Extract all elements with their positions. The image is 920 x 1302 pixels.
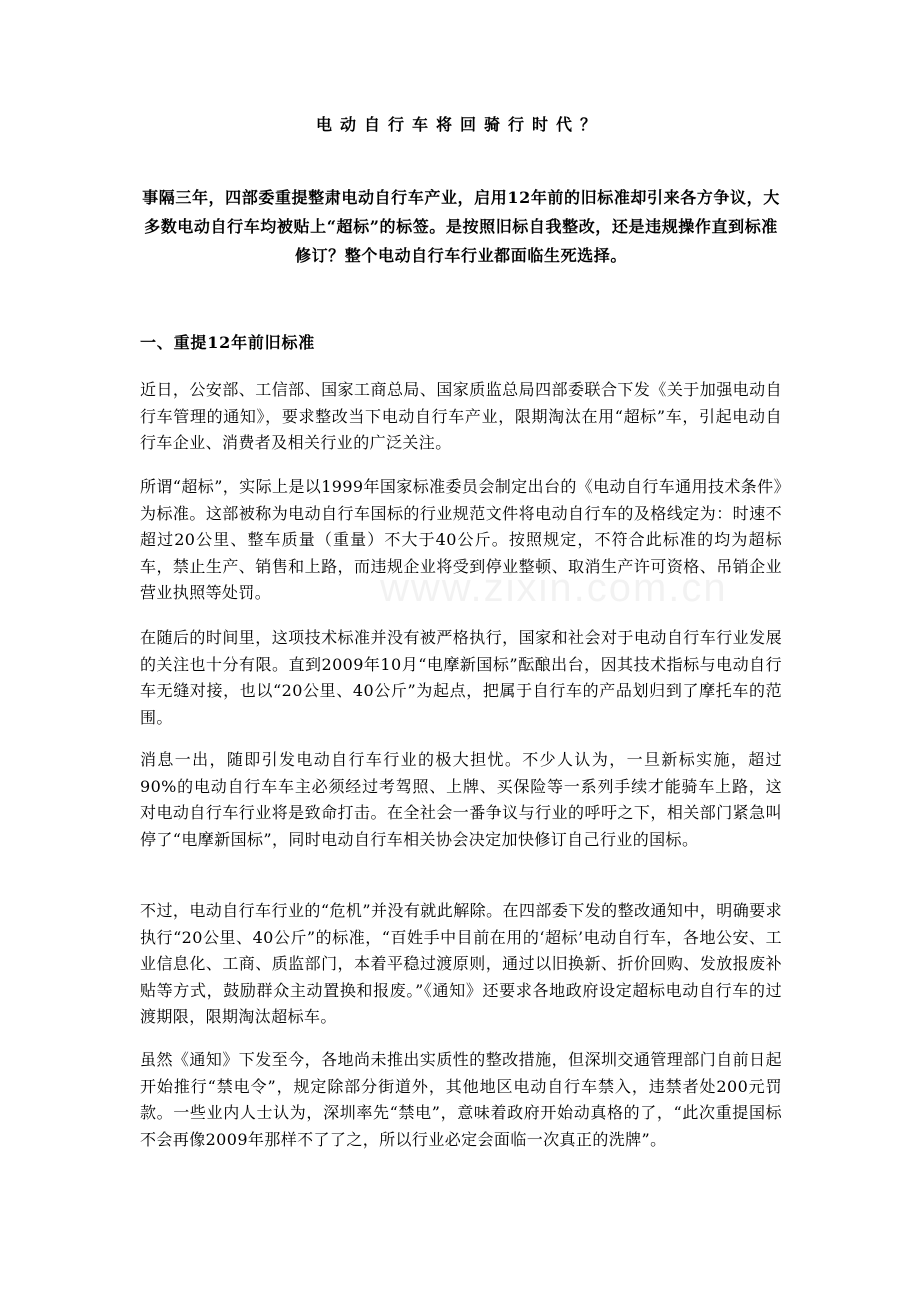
body-paragraph-5: 不过，电动自行车行业的“危机”并没有就此解除。在四部委下发的整改通知中，明确要求执行“20公里、40公斤”的标准，“百姓手中目前在用的‘超标’电动自行车，各地公安、工业信息化、工商、质监部门，本着平稳过渡原则，通过以旧换新、折价回购、发放报废补贴等方式，鼓励群众主动置换和报废。”《通知》还要求各地政府设定超标电动自行车的过渡期限，限期淘汰超标车。 — [140, 901, 782, 1026]
body-paragraph-3: 在随后的时间里，这项技术标准并没有被严格执行，国家和社会对于电动自行车行业发展的关注也十分有限。直到2009年10月“电摩新国标”酝酿出台，因其技术指标与电动自行车无缝对接，也以“20公里、40公斤”为起点，把属于自行车的产品划归到了摩托车的范围。 — [140, 628, 782, 727]
body-paragraph-6: 虽然《通知》下发至今，各地尚未推出实质性的整改措施，但深圳交通管理部门自前日起开始推行“禁电令”，规定除部分街道外，其他地区电动自行车禁入，违禁者处200元罚款。一些业内人士认为，深圳率先“禁电”，意味着政府开始动真格的了，“此次重提国标不会再像2009年那样不了了之，所以行业必定会面临一次真正的洗牌”。 — [140, 1050, 782, 1149]
section-heading: 一、重提12年前旧标准 — [140, 333, 316, 352]
lead-paragraph: 事隔三年，四部委重提整肃电动自行车产业，启用12年前的旧标准却引来各方争议，大多数电动自行车均被贴上“超标”的标签。是按照旧标自我整改，还是违规操作直到标准修订？整个电动自行车行业都面临生死选择。 — [142, 188, 780, 265]
body-paragraph-1: 近日，公安部、工信部、国家工商总局、国家质监总局四部委联合下发《关于加强电动自行车管理的通知》，要求整改当下电动自行车产业，限期淘汰在用“超标”车，引起电动自行车企业、消费者及相关行业的广泛关注。 — [140, 380, 782, 452]
watermark-text: www.zixin.com.cn — [380, 566, 728, 610]
body-paragraph-2: 所谓“超标”，实际上是以1999年国家标准委员会制定出台的《电动自行车通用技术条件》为标准。这部被称为电动自行车国标的行业规范文件将电动自行车的及格线定为：时速不超过20公里、整车质量（重量）不大于40公斤。按照规定，不符合此标准的均为超标车，禁止生产、销售和上路，而违规企业将受到停业整顿、取消生产许可资格、吊销企业营业执照等处罚。 — [140, 477, 782, 602]
document-title: 电动自行车将回骑行时代？ — [315, 115, 604, 134]
body-paragraph-4: 消息一出，随即引发电动自行车行业的极大担忧。不少人认为，一旦新标实施，超过90%的电动自行车车主必须经过考驾照、上牌、买保险等一系列手续才能骑车上路，这对电动自行车行业将是致命打击。在全社会一番争议与行业的呼吁之下，相关部门紧急叫停了“电摩新国标”，同时电动自行车相关协会决定加快修订自己行业的国标。 — [140, 750, 782, 849]
